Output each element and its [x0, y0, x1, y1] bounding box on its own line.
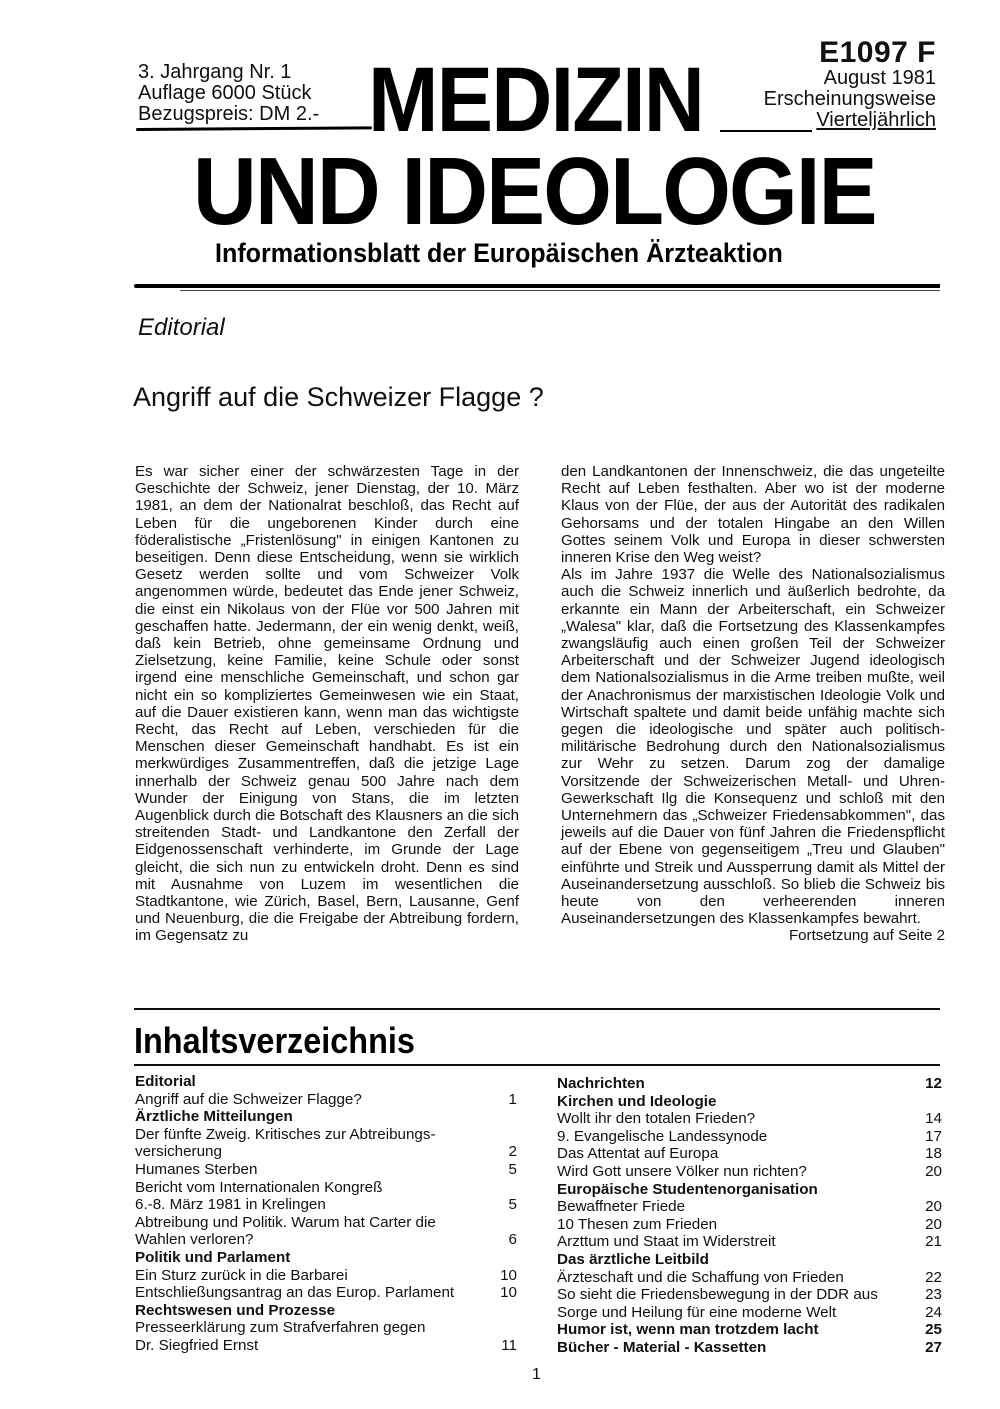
contents-entry-page: 23 [925, 1286, 942, 1304]
contents-entry-page: 17 [925, 1127, 942, 1145]
contents-entry [135, 1337, 517, 1355]
contents-entry [557, 1286, 942, 1304]
contents-entry-title: Arzttum und Staat im Widerstreit [557, 1233, 776, 1251]
contents-entry-page: 20 [925, 1198, 942, 1216]
masthead-title-line2: UND IDEOLOGIE [193, 138, 876, 245]
contents-entry-page: 6 [508, 1231, 517, 1249]
frequency-label: Erscheinungsweise [763, 88, 936, 110]
masthead-subtitle: Informationsblatt der Europäischen Ärzteaktion [215, 238, 783, 268]
contents-entry [135, 1126, 517, 1144]
contents-entry-title: 10 Thesen zum Frieden [557, 1215, 718, 1233]
article-column-left [135, 463, 519, 945]
contents-entry-title: Rechtswesen und Prozesse [135, 1301, 336, 1319]
contents-section-heading [557, 1093, 942, 1111]
contents-section-heading [135, 1108, 517, 1126]
contents-entry-title: Editorial [135, 1073, 196, 1090]
contents-entry-title: Kirchen und Ideologie [557, 1092, 717, 1110]
issue-circulation: Auflage 6000 Stück [138, 82, 312, 104]
contents-section-heading [557, 1321, 942, 1339]
issue-price: Bezugspreis: DM 2.- [138, 103, 320, 125]
contents-entry-page: 5 [508, 1160, 517, 1178]
contents-entry-page: 18 [925, 1145, 942, 1163]
contents-entry-page: 24 [925, 1303, 942, 1321]
contents-entry [557, 1128, 942, 1146]
contents-entry [135, 1161, 517, 1179]
contents-entry [557, 1163, 942, 1181]
contents-entry-page: 25 [925, 1321, 942, 1339]
contents-entry-title: Ein Sturz zurück in die Barbarei [135, 1266, 348, 1284]
contents-entry [557, 1198, 942, 1216]
contents-entry-title: Nachrichten [557, 1075, 645, 1092]
contents-entry-title: Das ärztliche Leitbild [557, 1250, 709, 1268]
article-paragraph: Als im Jahre 1937 die Welle des Nationalsozialismus auch die Schweiz innerlich und äußerlich bedrohte, da erkannte ein Mann der Arbeiterschaft, ein Schweizer „Walesa" klar, daß die Fortsetzung des Klassenkampfes zwangsläufig auch einen großen Teil der Schweizer Arbeiterschaft und der Schweizer Jugend ideologisch dem Nationalsozialismus in die Arme treiben mußte, weil der Anachronismus der marxistischen Ideologie Volk und Wirtschaft spaltete und damit beide unfähig machte sich gegen die ideologische und später auch politisch- militärische Bedrohung durch den Nationalsozialismus zur Wehr zu setzen. Darum zog der damalige Vorsitzende der Schweizerischen Metall- und Uhren- Gewerkschaft Ilg die Konsequenz und schloß mit den Unternehmern das „Schweizer Friedensabkommen", das jeweils auf die Dauer von fünf Jahren die Friedenspflicht auf der Ebene von gegenseitigem „Treu und Glauben" einführte und Streik und Aussperrung damit als Mittel der Auseinandersetzung ausschloß. So blieb die Schweiz bis heute von den verheerenden inneren Auseinandersetzungen des Klassenkampfes bewahrt. [561, 566, 945, 928]
contents-entry [557, 1304, 942, 1322]
contents-section-heading [135, 1073, 517, 1091]
contents-entry-page: 22 [925, 1268, 942, 1286]
contents-entry-title: Europäische Studentenorganisation [557, 1180, 818, 1198]
contents-entry-title: Sorge und Heilung für eine moderne Welt [557, 1303, 837, 1321]
contents-entry-title: Humanes Sterben [135, 1160, 258, 1178]
article-paragraph: Es war sicher einer der schwärzesten Tage in der Geschichte der Schweiz, jener Dienstag, der 10. März 1981, an dem der Nationalrat beschloß, das Recht auf Leben für die ungeborenen Kinder durch eine föderalistische „Fristenlösung" in einigen Kantonen zu beseitigen. Denn diese Entscheidung, wenn sie wirklich Gesetz werden sollte und vom Schweizer Volk angenommen würde, bedeutet das Ende jener Schweiz, die einst ein Nikolaus von der Flüe vor 500 Jahren mit geschaffen hatte. Jedermann, der ein wenig denkt, weiß, daß kein Betrieb, ohne gemeinsame Ordnung und Zielsetzung, keine Familie, keine Schule oder sonst irgend eine menschliche Gemeinschaft, und schon gar nicht ein so kompliziertes Gemeinwesen wie ein Staat, auf die Dauer existieren kann, wenn man das wichtigste Recht, das Recht auf Leben, verschieden für die Menschen dieser Gemeinschaft handhabt. Es ist ein merkwürdiges Zusammentreffen, daß die jetzige Lage innerhalb der Schweiz genau 500 Jahre nach dem Wunder der Einigung von Stans, die im letzten Augenblick durch die Botschaft des Klausners an die sich streitenden Stadt- und Landkantone den Zerfall der Eidgenossenschaft verhinderte, im Grunde der Lage gleicht, die sich nun zu entwickeln droht. Denn es sind mit Ausnahme von Luzem im wesentlichen die Stadtkantone, wie Zürich, Basel, Bern, Lausanne, Genf und Neuenburg, die die Freigabe der Abtreibung fordern, im Gegensatz zu [135, 463, 519, 945]
contents-rule-top [134, 1008, 940, 1010]
contents-column-left [135, 1073, 517, 1355]
contents-entry-title: Wahlen verloren? [135, 1231, 254, 1249]
contents-entry-page: 20 [925, 1162, 942, 1180]
contents-entry-title: Humor ist, wenn man trotzdem lacht [557, 1321, 819, 1339]
contents-entry [557, 1269, 942, 1287]
contents-column-right [557, 1075, 942, 1357]
masthead-title-line1: MEDIZIN [368, 49, 704, 151]
contents-entry-title: Abtreibung und Politik. Warum hat Carter die [135, 1213, 436, 1231]
contents-entry-page: 2 [508, 1143, 517, 1161]
contents-entry-page: 10 [500, 1266, 517, 1284]
contents-entry-page: 20 [925, 1215, 942, 1233]
contents-entry-page: 1 [508, 1090, 517, 1108]
contents-entry [557, 1145, 942, 1163]
contents-entry [557, 1233, 942, 1251]
contents-entry [135, 1284, 517, 1302]
issue-info [138, 62, 319, 125]
contents-entry-page: 12 [925, 1075, 942, 1092]
contents-entry-title: versicherung [135, 1143, 222, 1161]
contents-entry [557, 1216, 942, 1234]
masthead-divider [134, 284, 940, 288]
contents-entry [135, 1196, 517, 1214]
section-label: Editorial [138, 314, 225, 341]
article-headline: Angriff auf die Schweizer Flagge ? [133, 382, 544, 412]
contents-section-heading [557, 1339, 942, 1357]
contents-section-heading [135, 1249, 517, 1267]
contents-entry [135, 1143, 517, 1161]
contents-entry-page: 10 [500, 1284, 517, 1302]
contents-entry-title: Ärzteschaft und die Schaffung von Frieden [557, 1268, 844, 1286]
contents-entry-page: 5 [508, 1196, 517, 1214]
contents-entry-title: Entschließungsantrag an das Europ. Parlament [135, 1284, 455, 1302]
contents-entry [135, 1214, 517, 1232]
contents-entry-title: Der fünfte Zweig. Kritisches zur Abtreibungs- [135, 1125, 436, 1143]
issue-date: August 1981 [823, 67, 936, 89]
contents-entry-page: 27 [925, 1338, 942, 1356]
contents-section-heading [557, 1181, 942, 1199]
article-column-right [561, 463, 945, 945]
page-number: 1 [532, 1366, 541, 1383]
issue-meta [764, 38, 936, 131]
contents-entry-title: Politik und Parlament [135, 1248, 291, 1266]
contents-entry-title: 6.-8. März 1981 in Krelingen [135, 1196, 326, 1214]
contents-entry-title: Presseerklärung zum Strafverfahren gegen [135, 1319, 426, 1337]
contents-entry [135, 1267, 517, 1285]
contents-section-heading [557, 1075, 942, 1093]
contents-section-heading [557, 1251, 942, 1269]
contents-entry [557, 1110, 942, 1128]
contents-entry [135, 1319, 517, 1337]
masthead-rule-left [136, 126, 372, 131]
contents-entry-title: So sieht die Friedensbewegung in der DDR aus [557, 1286, 878, 1304]
contents-entry-page: 11 [501, 1336, 517, 1354]
frequency-value: Vierteljährlich [816, 109, 936, 131]
contents-entry-title: Bücher - Material - Kassetten [557, 1338, 767, 1356]
contents-entry-title: Ärztliche Mitteilungen [135, 1108, 293, 1126]
contents-entry-title: Dr. Siegfried Ernst [135, 1336, 259, 1354]
contents-entry-title: Angriff auf die Schweizer Flagge? [135, 1090, 362, 1108]
contents-entry [135, 1091, 517, 1109]
contents-title: Inhaltsverzeichnis [134, 1020, 415, 1061]
masthead-divider-thin [180, 290, 940, 291]
article-paragraph: den Landkantonen der Innenschweiz, die das ungeteilte Recht auf Leben festhalten. Aber wo ist der moderne Klaus von der Flüe, der aus der Autorität des radikalen Gehorsams und der totalen Hingabe an den Willen Gottes seinem Volk und Europa in dieser schwersten inneren Krise den Weg weist? [561, 463, 945, 567]
contents-entry [135, 1231, 517, 1249]
issue-volume: 3. Jahrgang Nr. 1 [138, 61, 292, 83]
contents-entry-title: 9. Evangelische Landessynode [557, 1127, 768, 1145]
contents-entry-title: Das Attentat auf Europa [557, 1145, 719, 1163]
contents-entry-title: Wird Gott unsere Völker nun richten? [557, 1162, 807, 1180]
publication-code: E1097 F [819, 36, 936, 69]
contents-entry-page: 14 [925, 1110, 942, 1128]
contents-entry-title: Wollt ihr den totalen Frieden? [557, 1110, 756, 1128]
contents-rule-bottom [134, 1064, 940, 1066]
continued-note: Fortsetzung auf Seite 2 [788, 927, 945, 945]
contents-entry-title: Bericht vom Internationalen Kongreß [135, 1178, 383, 1196]
contents-entry-title: Bewaffneter Friede [557, 1198, 686, 1216]
contents-section-heading [135, 1302, 517, 1320]
contents-entry [135, 1179, 517, 1197]
contents-entry-page: 21 [925, 1233, 942, 1251]
